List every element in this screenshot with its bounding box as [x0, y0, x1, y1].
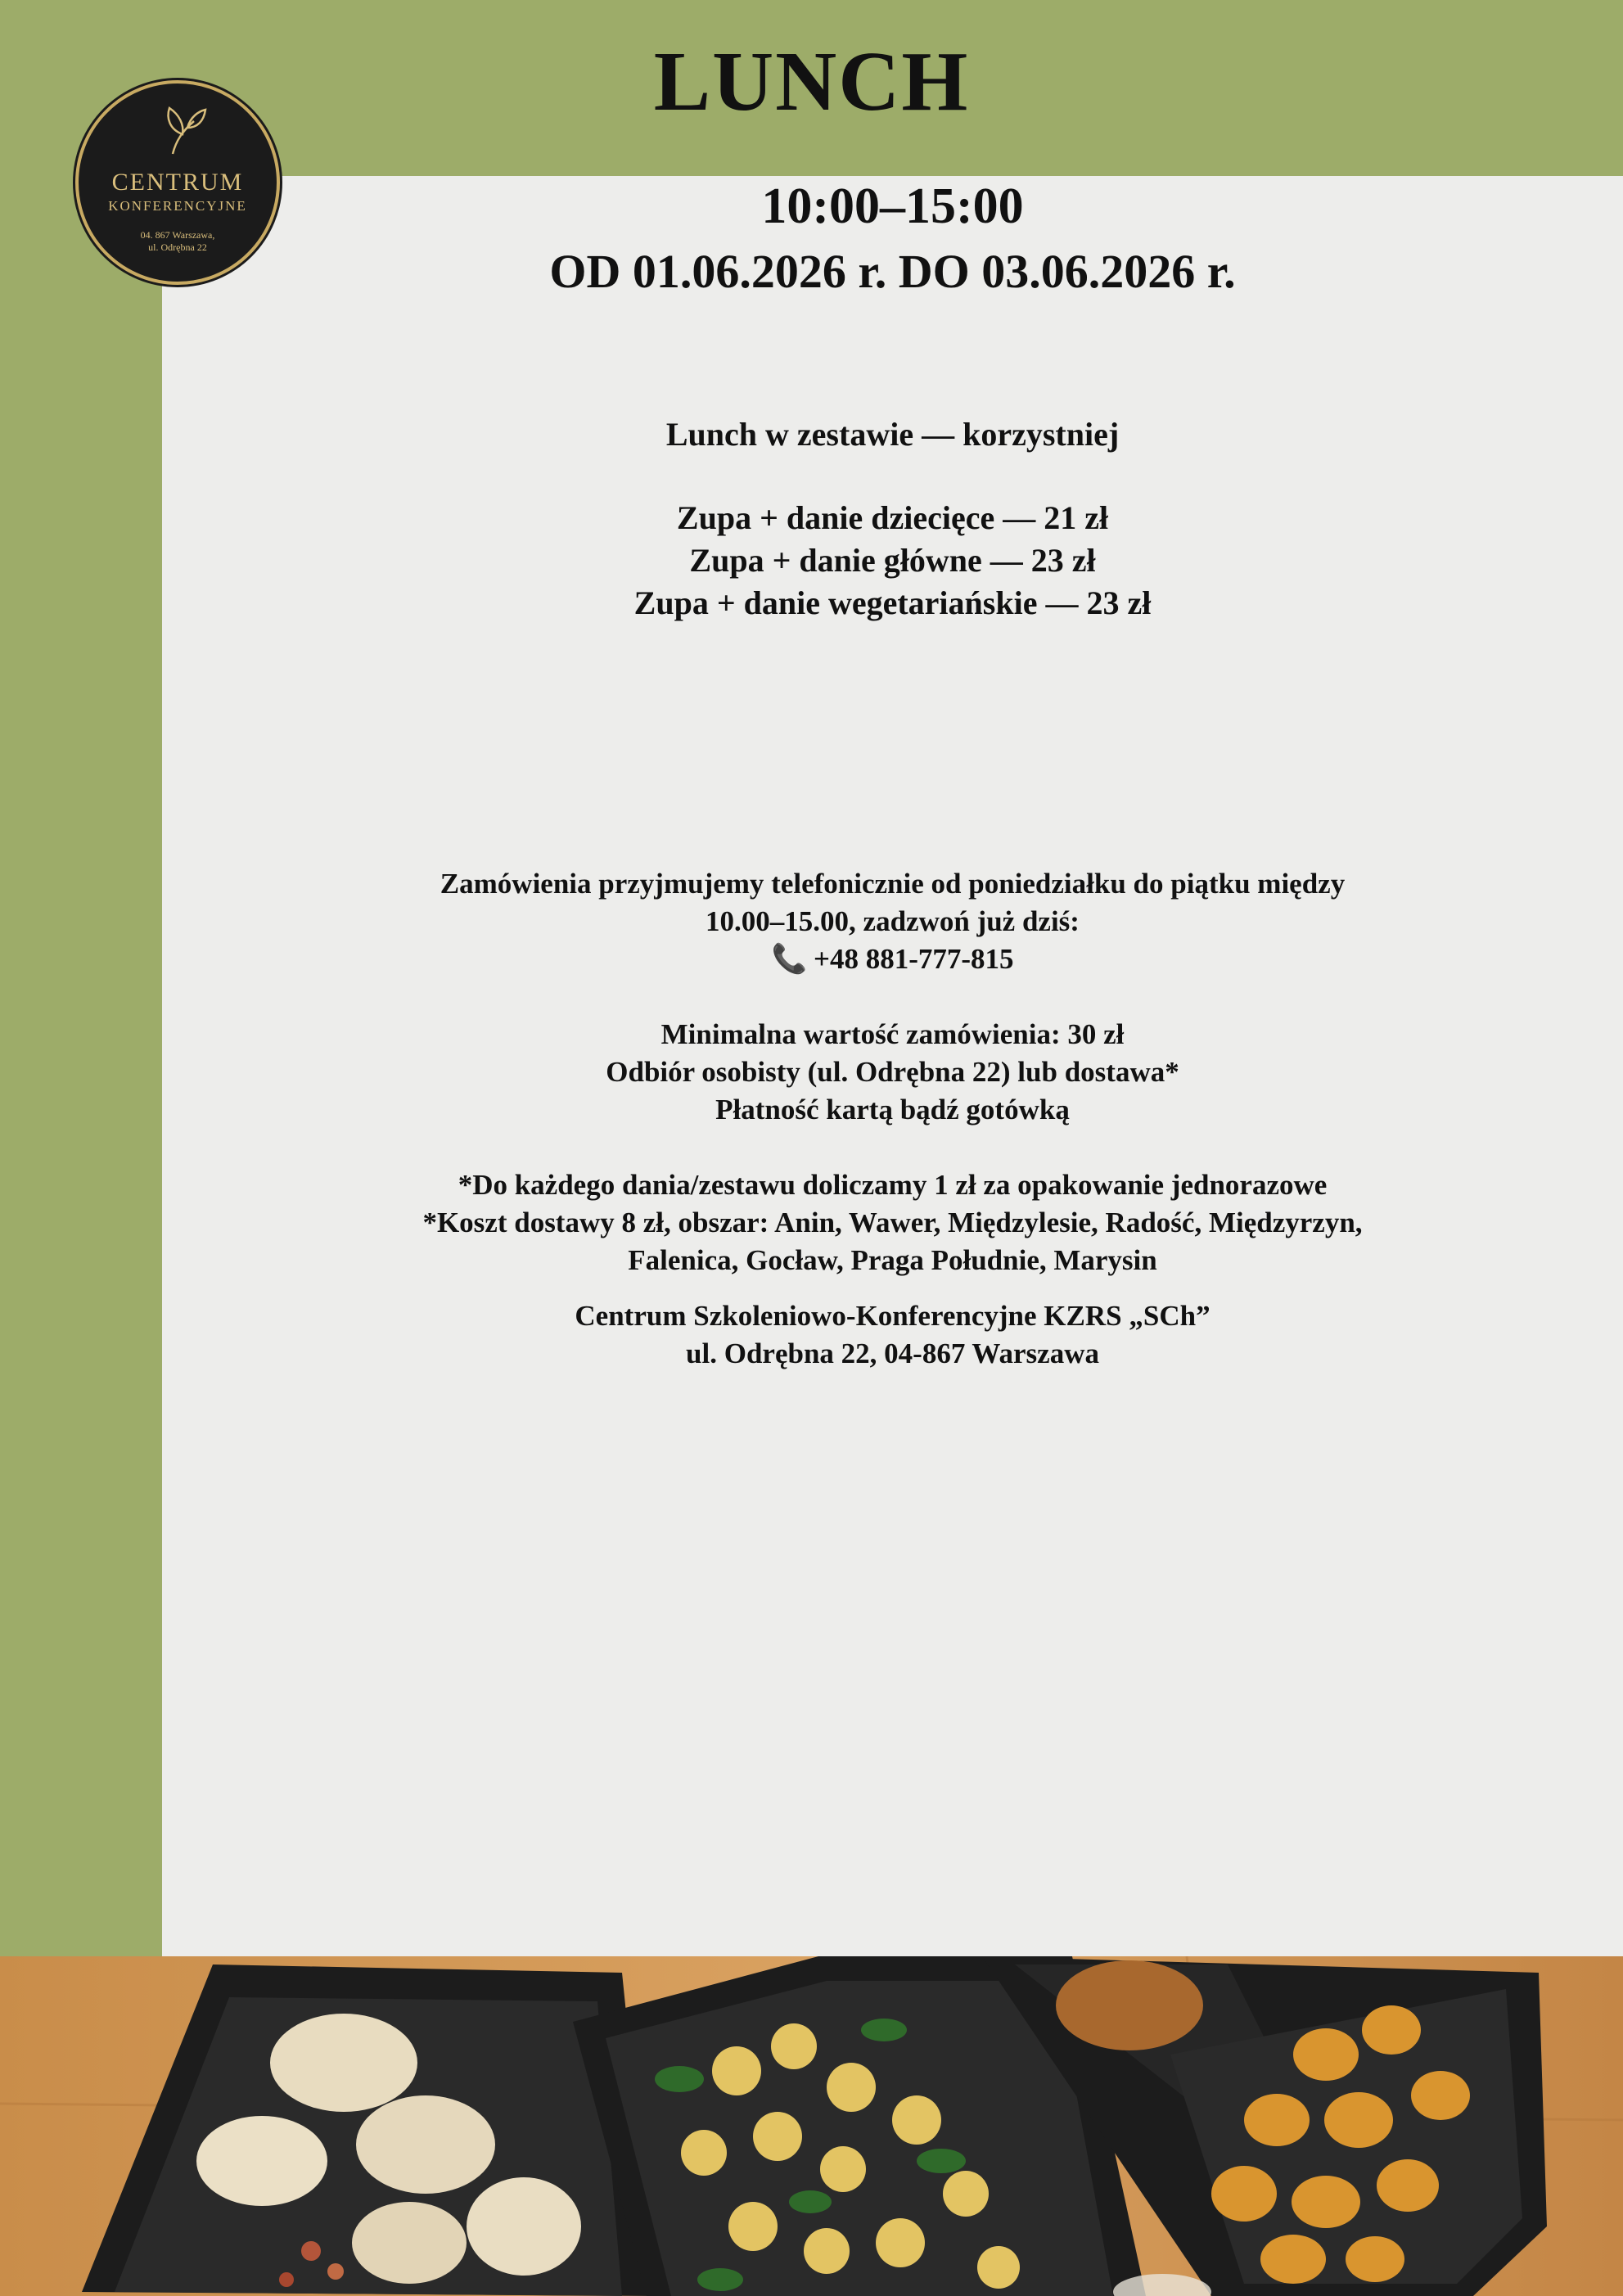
company-name: Centrum Szkoleniowo-Konferencyjne KZRS „SCh” [575, 1300, 1210, 1332]
lunch-hours: 10:00–15:00 [761, 178, 1024, 234]
lunch-dates: OD 01.06.2026 r. DO 03.06.2026 r. [549, 245, 1236, 298]
delivery-note-line2: Falenica, Gocław, Praga Południe, Marysin [628, 1244, 1157, 1276]
lunch-offer [162, 413, 1623, 625]
logo-address-line2: ul. Odrębna 22 [148, 241, 207, 253]
company-address: ul. Odrębna 22, 04-867 Warszawa [686, 1337, 1099, 1369]
logo [75, 80, 280, 285]
phone-icon: 📞 [771, 943, 808, 975]
logo-address-line1: 04. 867 Warszawa, [140, 229, 215, 241]
offer-heading: Lunch w zestawie — korzystniej [665, 416, 1120, 453]
food-photo [0, 1956, 1623, 2296]
page-title: LUNCH [653, 34, 970, 129]
orders-line2: 10.00–15.00, zadzwoń już dziś: [706, 905, 1080, 937]
logo-subtitle: KONFERENCYJNE [108, 198, 247, 214]
logo-address [79, 229, 277, 254]
packaging-note: *Do każdego dania/zestawu doliczamy 1 zł za opakowanie jednorazowe [458, 1169, 1328, 1201]
orders-line1: Zamówienia przyjmujemy telefonicznie od poniedziałku do piątku między [440, 868, 1346, 900]
phone-line [162, 941, 1623, 978]
phone-number[interactable]: +48 881-777-815 [814, 943, 1014, 975]
pickup-or-delivery: Odbiór osobisty (ul. Odrębna 22) lub dostawa* [606, 1056, 1179, 1088]
logo-name: CENTRUM [111, 169, 244, 196]
offer-item-main: Zupa + danie główne — 23 zł [689, 542, 1096, 579]
offer-item-kids: Zupa + danie dziecięce — 21 zł [676, 499, 1109, 536]
order-info [162, 865, 1623, 1373]
offer-item-vegetarian: Zupa + danie wegetariańskie — 23 zł [633, 584, 1152, 621]
delivery-note-line1: *Koszt dostawy 8 zł, obszar: Anin, Wawer, Międzylesie, Radość, Międzyrzyn, [422, 1207, 1363, 1238]
leaf-icon [158, 101, 207, 159]
left-green-band [0, 0, 162, 1956]
min-order: Minimalna wartość zamówienia: 30 zł [660, 1018, 1125, 1050]
payment-methods: Płatność kartą bądź gotówką [715, 1094, 1070, 1125]
